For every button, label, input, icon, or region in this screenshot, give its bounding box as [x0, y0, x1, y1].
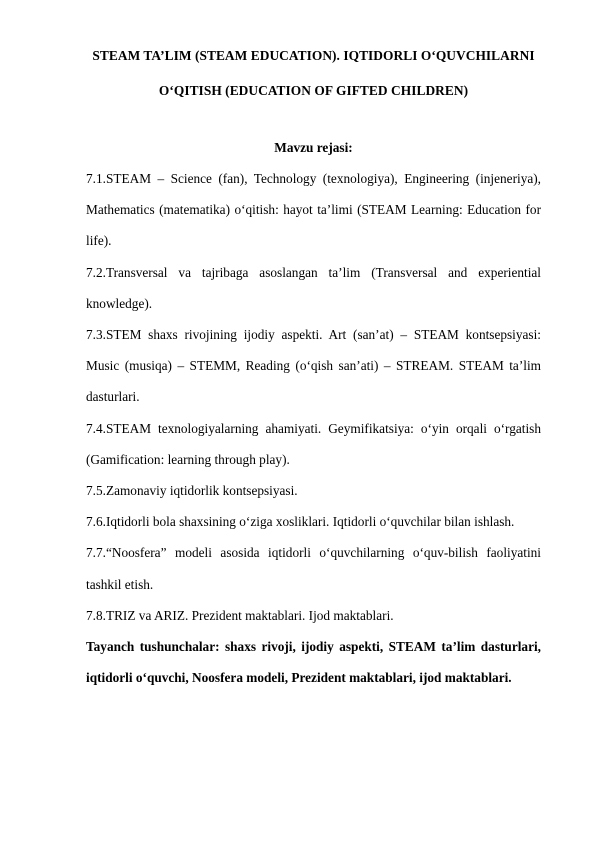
plan-heading: Mavzu rejasi: — [274, 140, 353, 155]
plan-item-7-2: 7.2.Transversal va tajribaga asoslangan ta’lim (Transversal and experiential knowledge). — [86, 264, 541, 311]
document-title — [86, 38, 541, 108]
plan-items-list — [86, 163, 541, 631]
plan-item-7-3: 7.3.STEM shaxs rivojining ijodiy aspekti. Art (san’at) – STEAM kontsepsiyasi: Music (musiqa) – STEMM, Reading (o‘qish san’ati) – STREAM. STEAM ta’lim dasturlari. — [86, 327, 541, 405]
plan-item-7-1: 7.1.STEAM – Science (fan), Technology (texnologiya), Engineering (injeneriya), Mathematics (matematika) o‘qitish: hayot ta’limi (STEAM Learning: Education for life). — [86, 171, 541, 249]
plan-item-7-6: 7.6.Iqtidorli bola shaxsining o‘ziga xosliklari. Iqtidorli o‘quvchilar bilan ishlash. — [86, 514, 515, 530]
plan-item-7-8: 7.8.TRIZ va ARIZ. Prezident maktablari. Ijod maktablari. — [86, 607, 394, 623]
key-concepts: Tayanch tushunchalar: shaxs rivoji, ijodiy aspekti, STEAM ta’lim dasturlari, iqtidorli o‘quvchi, Noosfera modeli, Prezident maktablari, ijod maktablari. — [86, 639, 541, 686]
title-line-2: O‘QITISH (EDUCATION OF GIFTED CHILDREN) — [158, 83, 469, 98]
title-line-1: STEAM TA’LIM (STEAM EDUCATION). IQTIDORLI O‘QUVCHILARNI — [92, 48, 535, 63]
plan-item-7-7: 7.7.“Noosfera” modeli asosida iqtidorli o‘quvchilarning o‘quv-bilish faoliyatini tashkil etish. — [86, 545, 541, 592]
plan-item-7-4: 7.4.STEAM texnologiyalarning ahamiyati. Geymifikatsiya: o‘yin orqali o‘rgatish (Gamification: learning through play). — [86, 420, 541, 467]
plan-item-7-5: 7.5.Zamonaviy iqtidorlik kontsepsiyasi. — [86, 483, 298, 499]
